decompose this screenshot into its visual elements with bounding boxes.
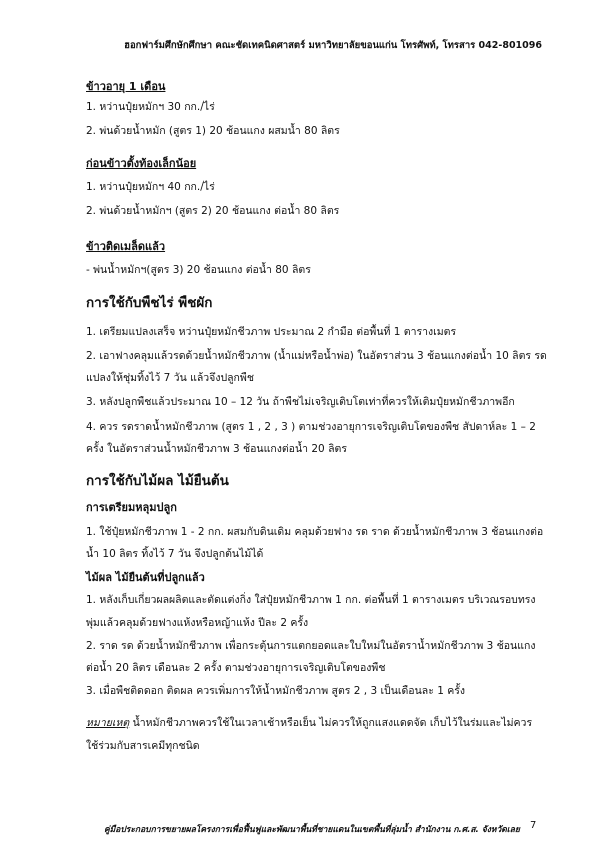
list-item: 1. เตรียมแปลงเสร็จ หว่านปุ๋ยหมักชีวภาพ ประมาณ 2 กำมือ ต่อพื้นที่ 1 ตารางเมตร [86,326,457,338]
note-text: น้ำหมักชีวภาพควรใช้ในเวลาเช้าหรือเย็น ไม่ควรให้ถูกแสงแดดจัด เก็บไว้ในร่มและไม่ควร [132,717,533,729]
page-number: 7 [530,820,537,831]
list-item: 2. ราด รด ด้วยน้ำหมักชีวภาพ เพื่อกระตุ้นการแตกยอดและใบใหม่ในอัตราน้ำหมักชีวภาพ 3 ช้อนแกง [86,640,536,652]
section-title-rice-one-month: ข้าวอายุ 1 เดือน [86,80,166,93]
list-item: 1. หลังเก็บเกี่ยวผลผลิตและตัดแต่งกิ่ง ใส่ปุ๋ยหมักชีวภาพ 1 กก. ต่อพื้นที่ 1 ตารางเมตร บริเวณรอบทรง [86,594,536,606]
list-item: 1. หว่านปุ๋ยหมักฯ 30 กก./ไร่ [86,101,215,113]
list-item: น้ำ 10 ลิตร ทิ้งไว้ 7 วัน จึงปลูกต้นไม้ได้ [86,548,264,560]
section-heading-fruit-trees: การใช้กับไม้ผล ไม้ยืนต้น [86,473,229,489]
list-item: 2. พ่นด้วยน้ำหมักฯ (สูตร 2) 20 ช้อนแกง ต่อน้ำ 80 ลิตร [86,205,340,217]
list-item: 2. พ่นด้วยน้ำหมัก (สูตร 1) 20 ช้อนแกง ผสมน้ำ 80 ลิตร [86,125,340,137]
list-item: 3. เมื่อพืชติดดอก ติดผล ควรเพิ่มการให้น้ำหมักชีวภาพ สูตร 2 , 3 เป็นเดือนละ 1 ครั้ง [86,685,466,697]
subsection-title-planting-prep: การเตรียมหลุมปลูก [86,501,177,514]
page-header: ฮอกฟาร์มศึกษักศึกษา คณะชัดเทคนิดศาสตร์ มหาวิทยาลัยขอนแก่น โทรศัพท์, โทรสาร 042-801096 [124,40,542,51]
page-footer: คู่มือประกอบการขยายผลโครงการเพื่อฟื้นฟูและพัฒนาพื้นที่ชายแดนในเขตพื้นที่ลุ่มน้ำ สำนักงาน ก.ศ.ส. จังหวัดเลย [104,825,520,835]
list-item: พุ่มแล้วคลุมด้วยฟางแห้งหรือหญ้าแห้ง ปีละ 2 ครั้ง [86,617,309,629]
list-item: 1. หว่านปุ๋ยหมักฯ 40 กก./ไร่ [86,181,215,193]
list-item: - พ่นน้ำหมักฯ(สูตร 3) 20 ช้อนแกง ต่อน้ำ 80 ลิตร [86,264,311,276]
list-item: 1. ใช้ปุ๋ยหมักชีวภาพ 1 - 2 กก. ผสมกับดินเดิม คลุมด้วยฟาง รด ราด ด้วยน้ำหมักชีวภาพ 3 ช้อนแกงต่อ [86,526,544,538]
list-item: แปลงให้ชุ่มทิ้งไว้ 7 วัน แล้วจึงปลูกพืช [86,372,254,384]
list-item: 3. หลังปลูกพืชแล้วประมาณ 10 – 12 วัน ถ้าพืชไม่เจริญเติบโตเท่าที่ควรให้เติมปุ๋ยหมักชีวภาพอีก [86,396,515,408]
section-title-before-heading: ก่อนข้าวตั้งท้องเล็กน้อย [86,157,197,170]
note-label: หมายเหตุ [86,717,130,729]
list-item: ต่อน้ำ 20 ลิตร เดือนละ 2 ครั้ง ตามช่วงอายุการเจริญเติบโตของพืช [86,662,386,674]
note-line-2: ใช้ร่วมกับสารเคมีทุกชนิด [86,740,200,752]
section-heading-vegetables: การใช้กับพืชไร่ พืชผัก [86,295,213,311]
note-line-1 [86,716,532,730]
list-item: ครั้ง ในอัตราส่วนน้ำหมักชีวภาพ 3 ช้อนแกงต่อน้ำ 20 ลิตร [86,443,347,455]
list-item: 2. เอาฟางคลุมแล้วรดด้วยน้ำหมักชีวภาพ (น้ำแม่หรือน้ำพ่อ) ในอัตราส่วน 3 ช้อนแกงต่อน้ำ 10 ลิตร รด [86,350,547,362]
subsection-title-planted-trees: ไม้ผล ไม้ยืนต้นที่ปลูกแล้ว [86,571,205,584]
list-item: 4. ควร รดราดน้ำหมักชีวภาพ (สูตร 1 , 2 , 3 ) ตามช่วงอายุการเจริญเติบโตของพืช สัปดาห์ละ 1 – 2 [86,421,536,433]
section-title-grain-set: ข้าวติดเมล็ดแล้ว [86,240,166,253]
